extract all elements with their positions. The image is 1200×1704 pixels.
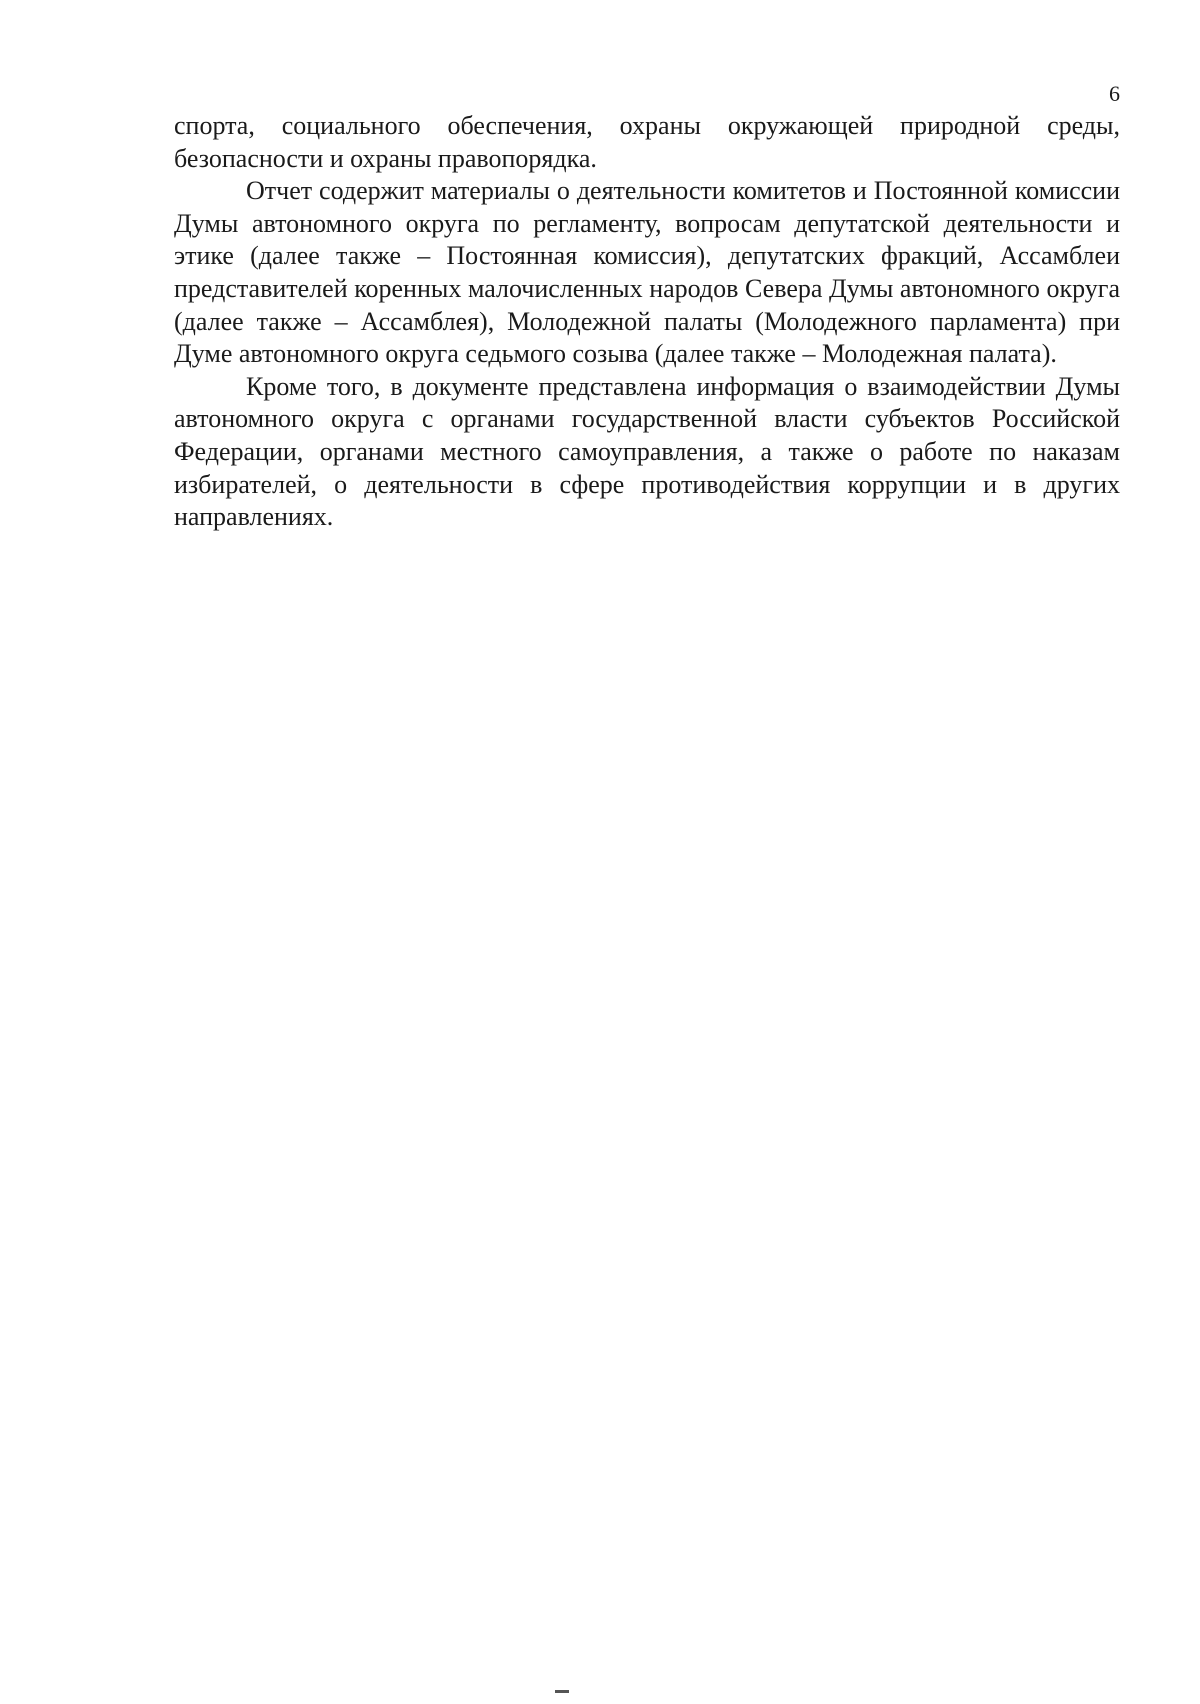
scan-artifact-mark bbox=[555, 1690, 569, 1693]
body-text bbox=[174, 110, 1120, 534]
paragraph-report-contents: Отчет содержит материалы о деятельности комитетов и Постоянной комиссии Думы автономного округа по регламенту, вопросам депутатской деятельности и этике (далее также – Постоянная комиссия), депутатских фракций, Ассамблеи представителей коренных малочисленных народов Севера Думы автономного округа (далее также – Ассамблея), Молодежной палаты (Молодежного парламента) при Думе автономного округа седьмого созыва (далее также – Молодежная палата). bbox=[174, 176, 1120, 369]
paragraph-additional-info: Кроме того, в документе представлена информация о взаимодействии Думы автономного округа с органами государственной власти субъектов Российской Федерации, органами местного самоуправления, а также о работе по наказам избирателей, о деятельности в сфере противодействия коррупции и в других направлениях. bbox=[174, 371, 1120, 532]
paragraph-continuation: спорта, социального обеспечения, охраны окружающей природной среды, безопасности и охраны правопорядка. bbox=[174, 111, 1120, 173]
page-number: 6 bbox=[1109, 81, 1120, 106]
